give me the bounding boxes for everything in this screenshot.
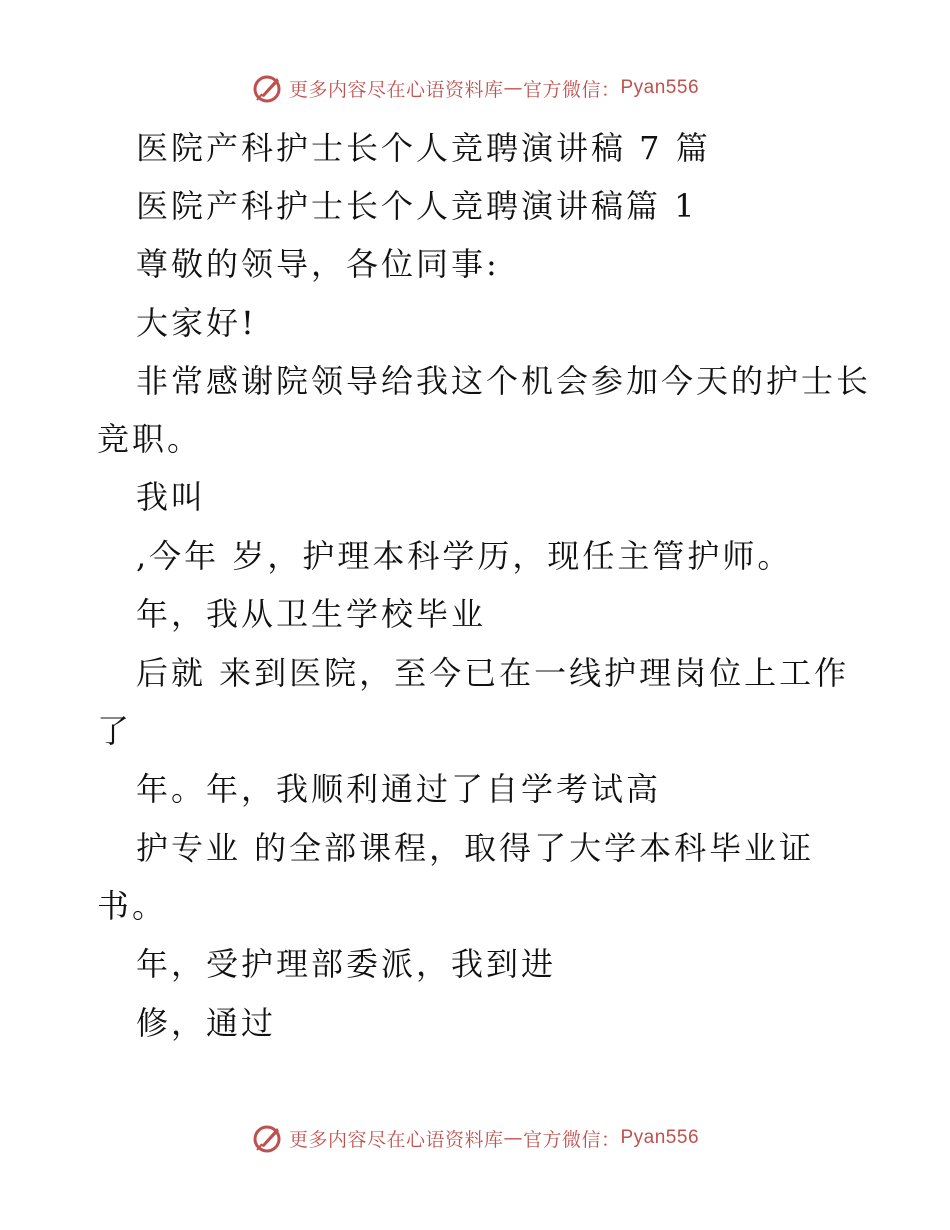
banner-handle: Pyan556 xyxy=(620,77,700,98)
footer-banner xyxy=(0,1122,950,1154)
body-line: 大家好! xyxy=(136,304,257,342)
body-line: 年，我从卫生学校毕业 xyxy=(136,595,487,633)
body-line: 尊敬的领导，各位同事: xyxy=(136,245,500,283)
body-line: 年。年，我顺利通过了自学考试高 xyxy=(136,770,662,808)
body-line: 后就 来到医院，至今已在一线护理岗位上工作 xyxy=(136,654,850,692)
body-line: ,今年 岁，护理本科学历，现任主管护师。 xyxy=(136,537,793,575)
header-banner xyxy=(0,72,950,104)
quill-logo-icon xyxy=(251,72,283,104)
body-line: 我叫 xyxy=(136,478,207,516)
body-line: 书。 xyxy=(97,887,168,925)
body-line: 非常感谢院领导给我这个机会参加今天的护士长 xyxy=(136,362,872,400)
document-title: 医院产科护士长个人竞聘演讲稿 7 篇 xyxy=(136,129,711,167)
quill-logo-icon xyxy=(251,1122,283,1154)
banner-brand: 更多内容尽在心语资料库 xyxy=(288,1128,504,1151)
banner-separator: — xyxy=(503,1127,523,1149)
body-line: 修，通过 xyxy=(136,1004,277,1042)
body-line: 竞职。 xyxy=(97,420,203,458)
banner-handle: Pyan556 xyxy=(620,1127,700,1148)
body-line: 了 xyxy=(97,712,133,750)
body-line: 年，受护理部委派，我到进 xyxy=(136,945,557,983)
body-line: 护专业 的全部课程，取得了大学本科毕业证 xyxy=(136,829,815,867)
banner-wechat-label: 官方微信： xyxy=(522,78,621,101)
banner-brand: 更多内容尽在心语资料库 xyxy=(288,78,504,101)
banner-separator: — xyxy=(503,77,523,99)
banner-wechat-label: 官方微信： xyxy=(522,1128,621,1151)
document-subtitle: 医院产科护士长个人竞聘演讲稿篇 1 xyxy=(136,187,698,225)
